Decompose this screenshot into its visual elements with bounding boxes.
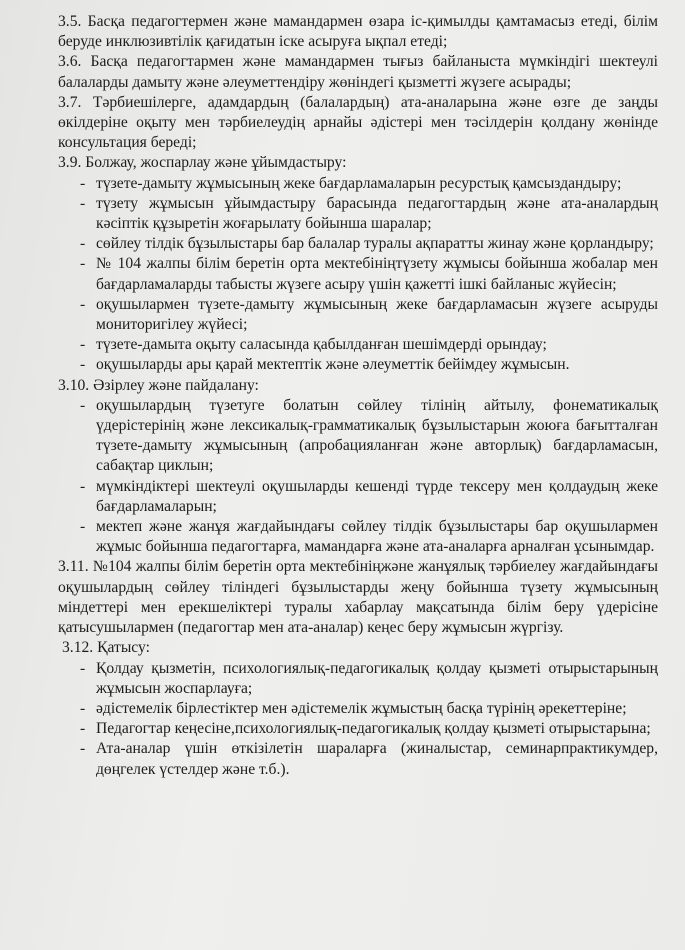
list-item: - түзете-дамыту жұмысының жеке бағдарламаларын ресурстық қамсыздандыру;	[80, 174, 622, 192]
item-3-7: 3.7. Тәрбиешілерге, адамдардың (балалардың) ата-аналарына және өзге де заңды өкілдеріне оқыту мен тәрбиелеудің арнайы әдістері мен тәсілдерін қолдану жөнінде консультация береді;	[58, 93, 658, 152]
list-item: - оқушыларды ары қарай мектептік және әлеуметтік бейімдеу жұмысын.	[80, 356, 570, 374]
list-item: - түзету жұмысын ұйымдастыру барасында педагогтардың және ата-аналардың кәсіптік құзыретін жоғарылату бойынша шаралар;	[80, 194, 658, 233]
list-item: - оқушылармен түзете-дамыту жұмысының жеке бағдарламасын жүзеге асыруды мониторигілеу жүйесі;	[80, 295, 658, 334]
list-item: - оқушылардың түзетуге болатын сөйлеу тілінің айтылу, фонематикалық үдерістерінің және лексикалық-грамматикалық бұзылыстарын жоюға бағытталған түзете-дамыту жұмысының (апробацияланған және авторлық) бағдарламасын, сабақтар циклын;	[80, 396, 658, 475]
section-3-9-title: 3.9. Болжау, жоспарлау және ұйымдастыру:	[58, 154, 347, 172]
section-3-10-list	[58, 396, 658, 558]
item-3-6: 3.6. Басқа педагогтармен және мамандармен тығыз байланыста мүмкіндігі шектеулі балаларды дамыту және әлеуметтендіру жөніндегі қызметті жүзеге асырады;	[58, 53, 658, 91]
list-item: - мектеп және жанұя жағдайындағы сөйлеу тілдік бұзылыстары бар оқушылармен жұмыс бойынша педагогтарға, мамандарға және ата-аналарға арналған ұсынымдар.	[80, 518, 658, 556]
section-3-12-list	[58, 659, 658, 780]
list-item: - № 104 жалпы білім беретін орта мектебініңтүзету жұмысы бойынша жобалар мен бағдарламаларды табысты жүзеге асыру үшін қажетті ішкі байланыс жүйесін;	[80, 255, 658, 293]
list-item: - Педагогтар кеңесіне,психологиялық-педагогикалық қолдау қызметі отырыстарына;	[80, 720, 651, 738]
document-body	[58, 12, 658, 780]
list-item: - түзете-дамыта оқыту саласында қабылданған шешімдерді орындау;	[80, 336, 547, 354]
section-3-9-list	[58, 174, 658, 376]
list-item: - әдістемелік бірлестіктер мен әдістемелік жұмыстың басқа түрінің әрекеттеріне;	[80, 699, 627, 717]
list-item: - сөйлеу тілдік бұзылыстары бар балалар туралы ақпаратты жинау және қорландыру;	[80, 235, 654, 253]
list-item: - мүмкіндіктері шектеулі оқушыларды кешенді түрде тексеру мен қолдаудың жеке бағдарламаларын;	[80, 477, 658, 515]
list-item: - Қолдау қызметін, психологиялық-педагогикалық қолдау қызметі отырыстарының жұмысын жоспарлауға;	[80, 659, 658, 697]
item-3-5: 3.5. Басқа педагогтермен және мамандармен өзара іс-қимылды қамтамасыз етеді, білім беруде инклюзивтілік қағидатын іске асыруға ықпал етеді;	[58, 13, 658, 51]
section-3-12-title: 3.12. Қатысу:	[62, 639, 150, 657]
list-item: - Ата-аналар үшін өткізілетін шараларға (жиналыстар, семинарпрактикумдер, дөңгелек үстелдер және т.б.).	[80, 740, 658, 778]
item-3-11: 3.11. №104 жалпы білім беретін орта мектебініңжәне жанұялық тәрбиелеу жағдайындағы оқушылардың сөйлеу тіліндегі бұзылыстарды жеңу бойынша түзету жұмысының міндеттері мен ерекшеліктері туралы хабарлау мақсатында білім беру үдерісіне қатысушылармен (педагогтар мен ата-аналар) кеңес беру жұмысын жүргізу.	[58, 558, 658, 637]
section-3-10-title: 3.10. Әзірлеу және пайдалану:	[58, 376, 259, 394]
